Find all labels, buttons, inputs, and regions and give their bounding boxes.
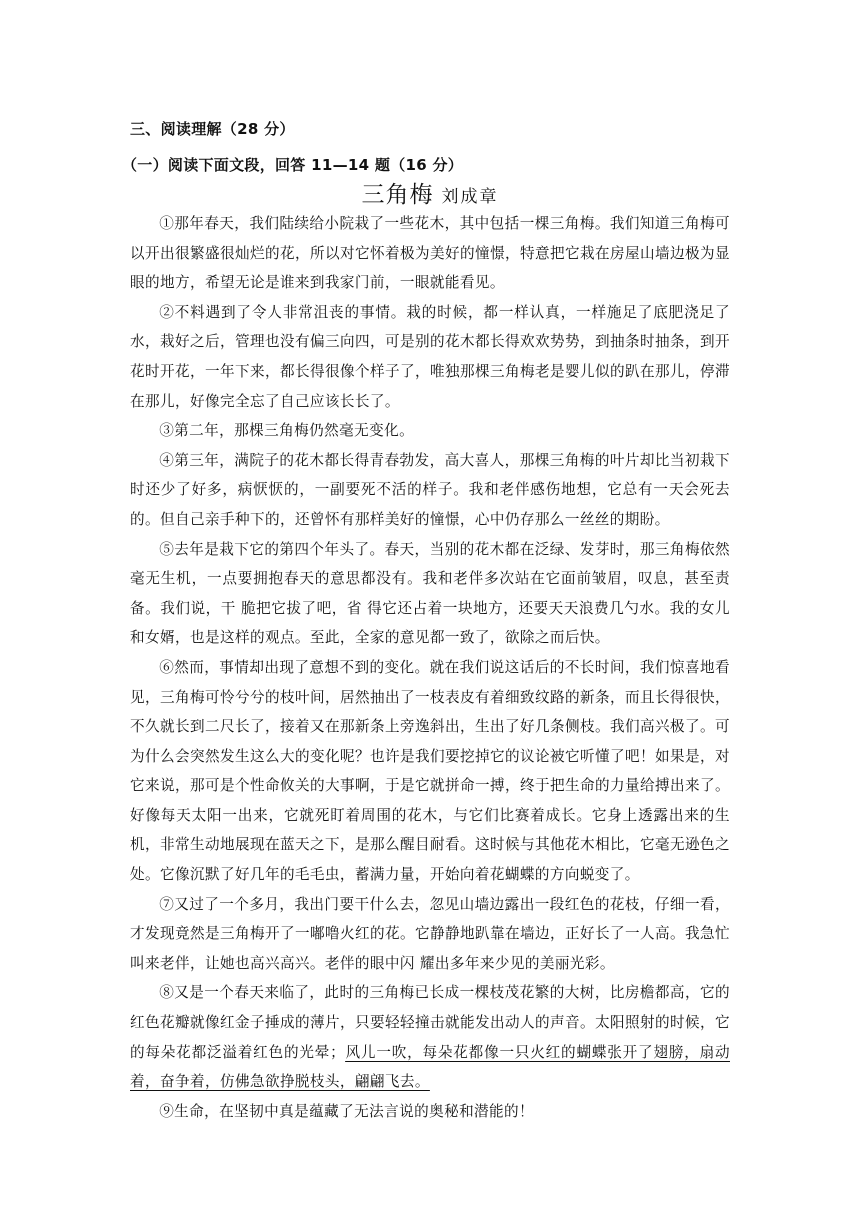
paragraph-4: ④第三年，满院子的花木都长得青春勃发，高大喜人，那棵三角梅的叶片却比当初栽下时还少了好多，病恹恹的，一副要死不活的样子。我和老伴感伤地想，它总有一天会死去的。但自己亲手种下的，还曾怀有那样美好的憧憬，心中仍存那么一丝丝的期盼。 (130, 451, 730, 528)
subsection-heading: （一）阅读下面文段，回答 11—14 题（16 分） (122, 156, 464, 174)
paragraph-9: ⑨生命，在坚韧中真是蕴藏了无法言说的奥秘和潜能的！ (159, 1102, 535, 1120)
paragraph-6: ⑥然而，事情却出现了意想不到的变化。就在我们说这话后的不长时间，我们惊喜地看见，三角梅可怜兮兮的枝叶间，居然抽出了一枝表皮有着细致纹路的新条，而且长得很快，不久就长到二尺长了，接着又在那新条上旁逸斜出，生出了好几条侧枝。我们高兴极了。可为什么会突然发生这么大的变化呢？也许是我们要挖掉它的议论被它听懂了吧！如果是，对它来说，那可是个性命攸关的大事啊，于是它就拼命一搏，终于把生命的力量给搏出来了。好像每天太阳一出来，它就死盯着周围的花木，与它们比赛着成长。它身上透露出来的生机，非常生动地展现在蓝天之下，是那么醒目耐看。这时候与其他花木相比，它毫无逊色之处。它像沉默了好几年的毛毛虫，蓄满力量，开始向着花蝴蝶的方向蜕变了。 (130, 658, 730, 884)
paragraph-8 (130, 978, 730, 1096)
paragraph-8-text: ⑧又是一个春天来临了，此时的三角梅已长成一棵枝茂花繁的大树，比房檐都高，它的红色花瓣就像红金子捶成的薄片，只要轻轻撞击就能发出动人的声音。太阳照射的时候，它的每朵花都泛溢着红色的光晕； (130, 984, 730, 1061)
paragraph-7: ⑦又过了一个多月，我出门要干什么去，忽见山墙边露出一段红色的花枝，仔细一看，才发现竟然是三角梅开了一嘟噜火红的花。它静静地趴靠在墙边，正好长了一人高。我急忙叫来老伴，让她也高兴高兴。老伴的眼中闪 耀出多年来少见的美丽光彩。 (130, 895, 730, 972)
article-body (130, 209, 730, 1126)
paragraph-3: ③第二年，那棵三角梅仍然毫无变化。 (159, 422, 415, 440)
paragraph-8-underlined-text: 风儿一吹，每朵花都像一只火红的蝴蝶张开了翅膀，扇动着，奋争着，仿佛急欲挣脱枝头，翩翩飞去。 (130, 1043, 730, 1091)
article-title-line (0, 176, 860, 209)
article-author: 刘成章 (441, 187, 499, 207)
article-title: 三角梅 (361, 182, 434, 208)
paragraph-5: ⑤去年是栽下它的第四个年头了。春天，当别的花木都在泛绿、发芽时，那三角梅依然毫无生机，一点要拥抱春天的意思都没有。我和老伴多次站在它面前皱眉，叹息，甚至责备。我们说，干 脆把它拔了吧，省 得它还占着一块地方，还要天天浪费几勺水。我的女儿和女婿，也是这样的观点。至此，全家的意见都一致了，欲除之而后快。 (130, 540, 730, 647)
section-heading: 三、阅读理解（28 分） (130, 120, 295, 138)
paragraph-2: ②不料遇到了令人非常沮丧的事情。栽的时候，都一样认真，一样施足了底肥浇足了水，栽好之后，管理也没有偏三向四，可是别的花木都长得欢欢势势，到抽条时抽条，到开花时开花，一年下来，都长得很像个样子了，唯独那棵三角梅老是婴儿似的趴在那儿，停滞在那儿，好像完全忘了自己应该长长了。 (130, 303, 730, 410)
paragraph-1: ①那年春天，我们陆续给小院栽了一些花木，其中包括一棵三角梅。我们知道三角梅可以开出很繁盛很灿烂的花，所以对它怀着极为美好的憧憬，特意把它栽在房屋山墙边极为显眼的地方，希望无论是谁来到我家门前，一眼就能看见。 (130, 215, 730, 292)
